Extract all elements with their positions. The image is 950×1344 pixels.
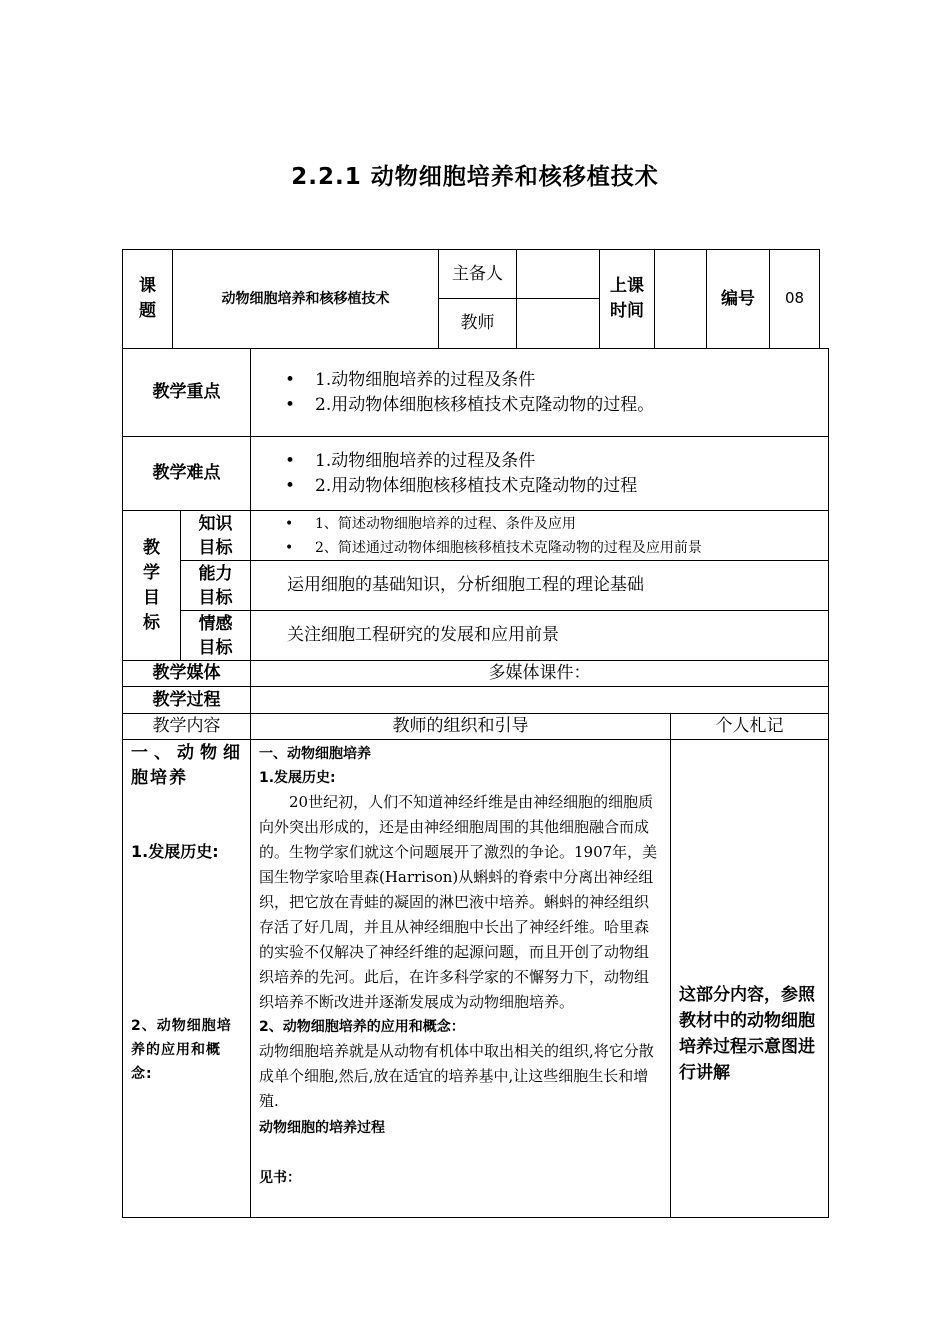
difficult-point-item: • 2.用动物体细胞核移植技术克隆动物的过程 [285, 474, 828, 499]
difficult-points-label: 教学难点 [123, 437, 251, 511]
notes-text: 这部分内容，参照教材中的动物细胞培养过程示意图进行讲解 [679, 985, 815, 1083]
media-label: 教学媒体 [123, 661, 251, 687]
concept-text: 动物细胞培养就是从动物有机体中取出相关的组织,将它分散成单个细胞,然后,放在适宜的培养基中,让这些细胞生长和增殖. [259, 1042, 654, 1110]
guide-heading1: 一、动物细胞培养 [259, 746, 371, 762]
process-value [251, 687, 829, 714]
page-title: 2.2.1 动物细胞培养和核移植技术 [291, 164, 659, 190]
knowledge-label: 知识 目标 [181, 511, 251, 561]
topic-label: 课 题 [123, 250, 173, 349]
teacher-label: 教师 [439, 299, 517, 349]
difficult-point-item: • 1.动物细胞培养的过程及条件 [285, 449, 828, 474]
process-heading: 动物细胞的培养过程 [259, 1120, 385, 1136]
left-history: 1.发展历史: [131, 842, 219, 861]
knowledge-item: • 1、简述动物细胞培养的过程、条件及应用 [285, 512, 828, 536]
left-section2: 2、动物细胞培养的应用和概念: [131, 1018, 232, 1082]
difficult-points-list [251, 449, 828, 498]
key-point-item: • 2.用动物体细胞核移植技术克隆动物的过程。 [285, 393, 828, 418]
media-value: 多媒体课件： [251, 661, 829, 687]
key-point-item: • 1.动物细胞培养的过程及条件 [285, 368, 828, 393]
ability-label: 能力 目标 [181, 561, 251, 611]
guide-heading2: 2、动物细胞培养的应用和概念： [259, 1019, 465, 1035]
class-time-value [655, 250, 707, 349]
guide-heading-history: 1.发展历史: [259, 770, 336, 786]
process-label: 教学过程 [123, 687, 251, 714]
emotion-value: 关注细胞工程研究的发展和应用前景 [251, 611, 829, 661]
column-header-content: 教学内容 [123, 714, 251, 740]
see-book: 见书： [259, 1170, 301, 1186]
knowledge-list [251, 512, 828, 560]
number-label: 编号 [707, 250, 770, 349]
knowledge-item: • 2、简述通过动物体细胞核移植技术克隆动物的过程及应用前景 [285, 536, 828, 560]
number-value: 08 [770, 250, 820, 349]
column-header-guide: 教师的组织和引导 [251, 714, 671, 740]
key-points-label: 教学重点 [123, 349, 251, 437]
objectives-label: 教 学 目 标 [123, 511, 181, 661]
topic-value: 动物细胞培养和核移植技术 [173, 250, 439, 349]
ability-value: 运用细胞的基础知识，分析细胞工程的理论基础 [251, 561, 829, 611]
preparer-value [517, 250, 600, 299]
left-section1: 一、动物细胞培养 [131, 743, 242, 788]
emotion-label: 情感 目标 [181, 611, 251, 661]
header-table [122, 249, 820, 349]
main-table [122, 348, 829, 1218]
preparer-label: 主备人 [439, 250, 517, 299]
column-header-notes: 个人札记 [671, 714, 829, 740]
history-text: 20世纪初，人们不知道神经纤维是由神经细胞的细胞质向外突出形成的，还是由神经细胞周围的其他细胞融合而成的。生物学家们就这个问题展开了激烈的争论。1907年，美国生物学家哈里森(Harrison)从蝌蚪的脊索中分离出神经组织，把它放在青蛙的凝固的淋巴液中培养。蝌蚪的神经组织存活了好几周，并且从神经细胞中长出了神经纤维。哈里森的实验不仅解决了神经纤维的起源问题，而且开创了动物组织培养的先河。此后，在许多科学家的不懈努力下，动物组织培养不断改进并逐渐发展成为动物细胞培养。 [259, 793, 658, 1011]
teacher-value [517, 299, 600, 349]
class-time-label: 上课 时间 [600, 250, 655, 349]
key-points-list [251, 368, 828, 417]
